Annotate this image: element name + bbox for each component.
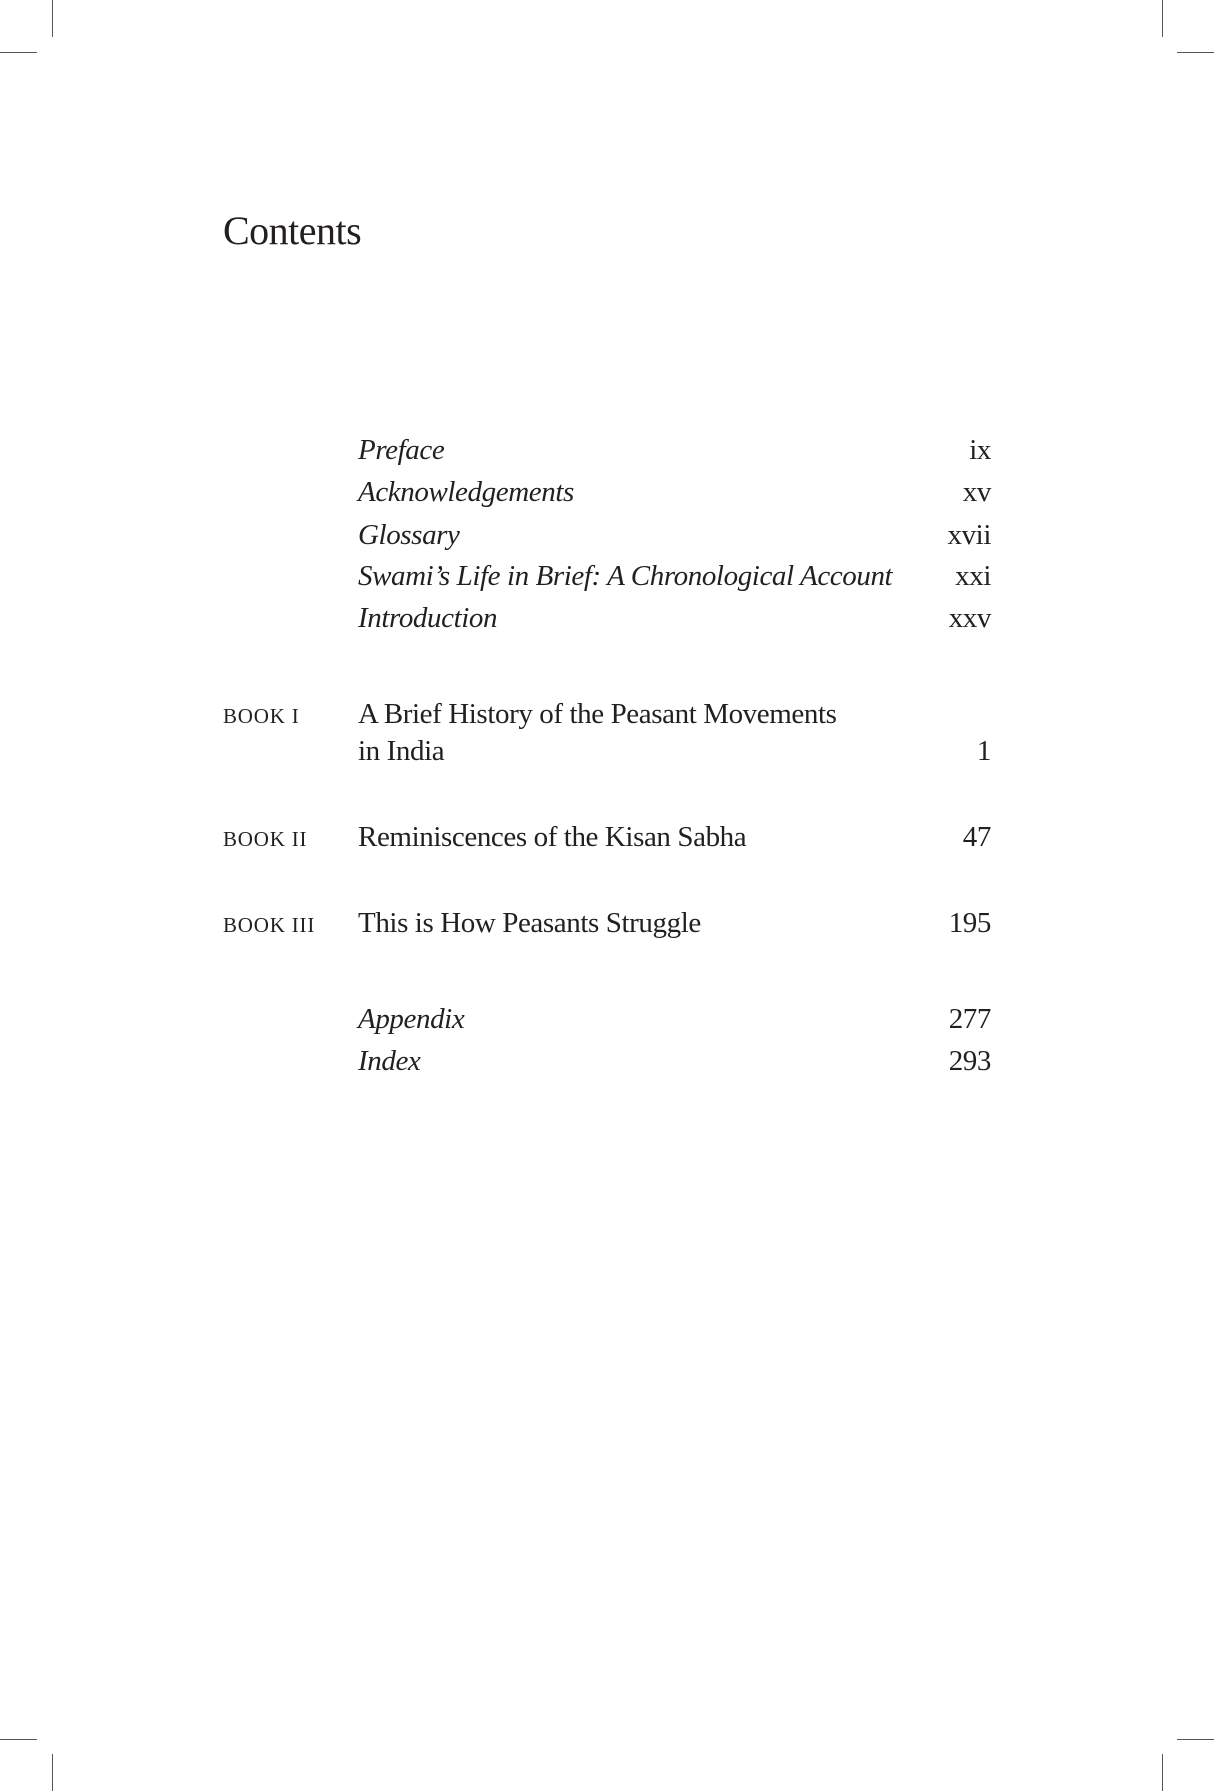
entry-title: This is How Peasants Struggle bbox=[358, 907, 701, 939]
book-label: BOOK II bbox=[223, 827, 308, 851]
crop-mark-top-right-vertical bbox=[1162, 0, 1163, 37]
entry-page: xv bbox=[962, 476, 991, 508]
entry-page: 293 bbox=[948, 1045, 991, 1077]
toc-entry-appendix[interactable] bbox=[358, 998, 991, 1040]
crop-mark-top-left-vertical bbox=[52, 0, 53, 37]
toc-entry-introduction[interactable] bbox=[358, 597, 991, 639]
toc-entry-glossary[interactable] bbox=[358, 514, 991, 556]
entry-page: ix bbox=[969, 434, 991, 466]
entry-page: 1 bbox=[976, 735, 991, 767]
crop-mark-top-left-horizontal bbox=[0, 52, 37, 53]
entry-title: in India bbox=[358, 735, 445, 767]
entry-page: 47 bbox=[962, 821, 991, 853]
entry-title: Preface bbox=[358, 434, 445, 466]
toc-entry-book-2[interactable] bbox=[358, 816, 991, 858]
entry-title: Glossary bbox=[358, 519, 460, 551]
toc-entry-swamis-life[interactable] bbox=[358, 555, 991, 597]
entry-title: Acknowledgements bbox=[358, 476, 574, 508]
entry-title: Introduction bbox=[358, 602, 498, 634]
crop-mark-bottom-left-vertical bbox=[52, 1754, 53, 1791]
entry-title: Swami’s Life in Brief: A Chronological Account bbox=[358, 560, 893, 592]
crop-mark-bottom-right-horizontal bbox=[1177, 1739, 1214, 1740]
toc-entry-preface[interactable] bbox=[358, 429, 991, 471]
crop-mark-bottom-left-horizontal bbox=[0, 1739, 37, 1740]
toc-entry-book-1-line1[interactable] bbox=[358, 693, 991, 735]
entry-title: Index bbox=[358, 1045, 421, 1077]
toc-entry-book-1-line2[interactable] bbox=[358, 730, 991, 772]
page-title: Contents bbox=[223, 208, 362, 253]
toc-entry-book-3[interactable] bbox=[358, 902, 991, 944]
entry-page: xxi bbox=[955, 560, 991, 592]
entry-title: Reminiscences of the Kisan Sabha bbox=[358, 821, 747, 853]
book-label: BOOK III bbox=[223, 913, 316, 937]
crop-mark-top-right-horizontal bbox=[1177, 52, 1214, 53]
entry-title: Appendix bbox=[358, 1003, 465, 1035]
toc-entry-acknowledgements[interactable] bbox=[358, 471, 991, 513]
entry-page: xxv bbox=[948, 602, 991, 634]
toc-entry-index[interactable] bbox=[358, 1040, 991, 1082]
crop-mark-bottom-right-vertical bbox=[1162, 1754, 1163, 1791]
entry-page: 195 bbox=[948, 907, 991, 939]
entry-page: xvii bbox=[947, 519, 991, 551]
entry-title: A Brief History of the Peasant Movements bbox=[358, 698, 837, 730]
book-label: BOOK I bbox=[223, 704, 300, 728]
entry-page: 277 bbox=[948, 1003, 991, 1035]
